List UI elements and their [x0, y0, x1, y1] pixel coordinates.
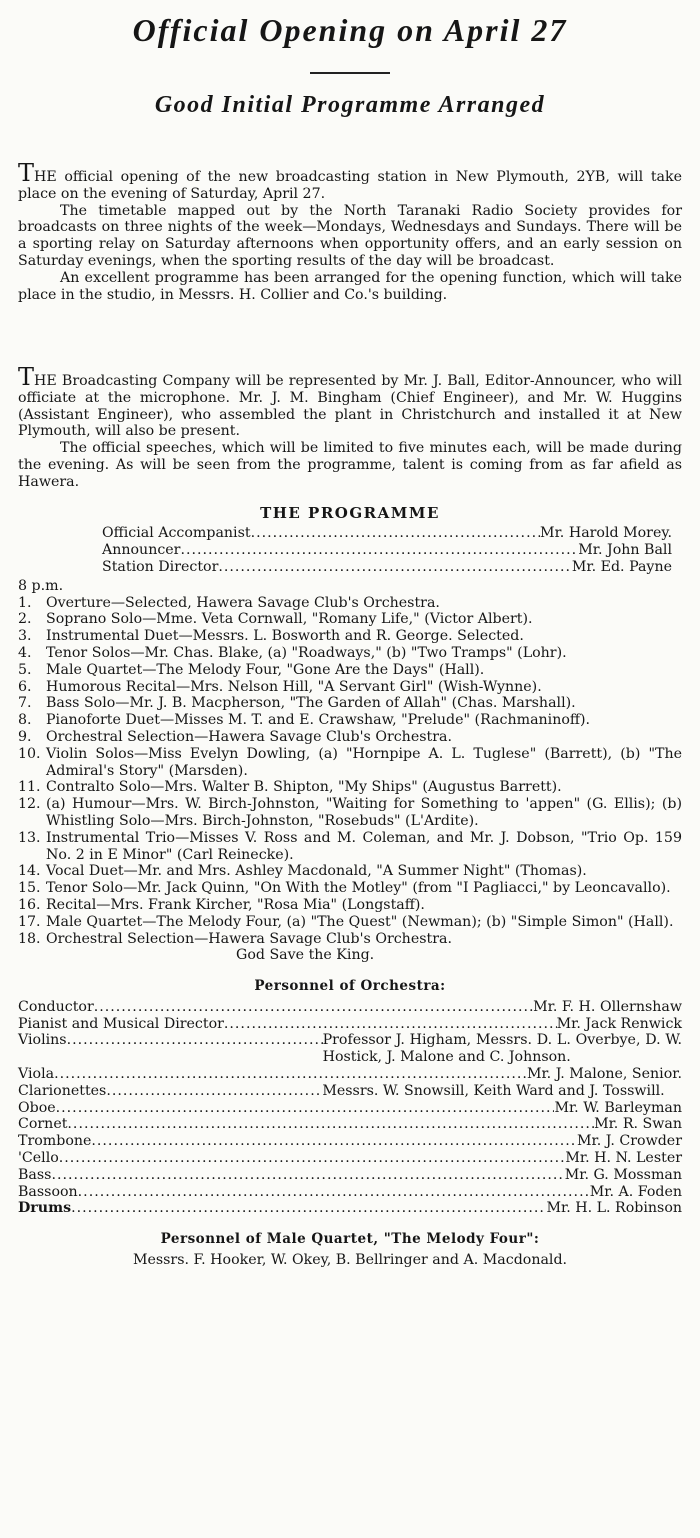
quartet-heading: Personnel of Male Quartet, "The Melody Four": [160, 1231, 540, 1248]
orchestra-row: Bassoon ..... Mr. A. Foden [18, 1184, 682, 1201]
programme-start-time: 8 p.m. [18, 577, 64, 594]
programme-item: 18. Orchestral Selection—Hawera Savage Club's Orchestra. [18, 930, 452, 947]
headline: Official Opening on April 27 [132, 12, 568, 48]
programme-item: 6. Humorous Recital—Mrs. Nelson Hill, "A Servant Girl" (Wish-Wynne). [18, 678, 542, 695]
orchestra-row: Drums ..... Mr. H. L. Robinson [18, 1200, 682, 1217]
anthem-line: God Save the King. [236, 947, 375, 964]
programme-item: 5. Male Quartet—The Melody Four, "Gone Are the Days" (Hall). [18, 661, 485, 678]
programme-item: 1. Overture—Selected, Hawera Savage Club's Orchestra. [18, 594, 440, 611]
programme-item: 8. Pianoforte Duet—Misses M. T. and E. Crawshaw, "Prelude" (Rachmaninoff). [18, 712, 591, 729]
programme-item: 3. Instrumental Duet—Messrs. L. Bosworth and R. George. Selected. [18, 628, 524, 645]
orchestra-row: Cornet ..... Mr. R. Swan [18, 1116, 682, 1133]
programme-item: 12. (a) Humour—Mrs. W. Birch-Johnston, "Waiting for Something to 'appen" (G. Ellis); (b) Whistling Solo—Mrs. Birch-Johnston, "Rosebuds" (L'Ardite). [18, 796, 682, 829]
subheadline: Good Initial Programme Arranged [154, 92, 546, 118]
staff-row: Station Director ..... Mr. Ed. Payne [102, 559, 672, 576]
intro-paragraph-2: The timetable mapped out by the North Taranaki Radio Society provides for broadcasts on three nights of the week—Mondays, Wednesdays and Sundays. There will be a sporting relay on Saturday afternoons when opportunity offers, and an early session on Saturday evenings, when the sporting results of the day will be broadcast. [18, 202, 682, 269]
orchestra-row: Pianist and Musical Director ..... Mr. Jack Renwick [18, 1016, 682, 1033]
intro-section [18, 159, 682, 303]
broadcasting-paragraph-2: The official speeches, which will be limited to five minutes each, will be made during the evening. As will be seen from the programme, talent is coming from as far afield as Hawera. [18, 440, 682, 490]
headline-divider [310, 72, 390, 74]
broadcasting-paragraph-1: THE Broadcasting Company will be represented by Mr. J. Ball, Editor-Announcer, who will officiate at the microphone. Mr. J. M. Bingham (Chief Engineer), and Mr. W. Huggins (Assistant Engineer), who assembled the plant in Christchurch and installed it at New Plymouth, will also be present. [18, 363, 682, 440]
programme-item: 11. Contralto Solo—Mrs. Walter B. Shipton, "My Ships" (Augustus Barrett). [18, 779, 562, 796]
staff-row: Official Accompanist ..... Mr. Harold Morey. [102, 525, 672, 542]
programme-item: 16. Recital—Mrs. Frank Kircher, "Rosa Mia" (Longstaff). [18, 896, 425, 913]
staff-row: Announcer ..... Mr. John Ball [102, 542, 672, 559]
orchestra-row: Oboe ..... Mr. W. Barleyman [18, 1100, 682, 1117]
quartet-members: Messrs. F. Hooker, W. Okey, B. Bellringer and A. Macdonald. [132, 1252, 568, 1269]
programme-item: 13. Instrumental Trio—Misses V. Ross and M. Coleman, and Mr. J. Dobson, "Trio Op. 159 No. 2 in E Minor" (Carl Reinecke). [18, 829, 682, 863]
intro-paragraph-1: THE official opening of the new broadcasting station in New Plymouth, 2YB, will take place on the evening of Saturday, April 27. [18, 159, 682, 202]
orchestra-row: Violins ..... Professor J. Higham, Messrs. D. L. Overbye, D. W. Hostick, J. Malone and C. Johnson. [18, 1032, 682, 1066]
programme-item: 14. Vocal Duet—Mr. and Mrs. Ashley Macdonald, "A Summer Night" (Thomas). [18, 863, 587, 880]
orchestra-row: Conductor ..... Mr. F. H. Ollernshaw [18, 999, 682, 1016]
programme-item: 7. Bass Solo—Mr. J. B. Macpherson, "The Garden of Allah" (Chas. Marshall). [18, 695, 576, 712]
orchestra-row: Bass ..... Mr. G. Mossman [18, 1167, 682, 1184]
programme-item: 15. Tenor Solo—Mr. Jack Quinn, "On With the Motley" (from "I Pagliacci," by Leoncavallo). [18, 880, 671, 897]
programme-item: 4. Tenor Solos—Mr. Chas. Blake, (a) "Roadways," (b) "Two Tramps" (Lohr). [18, 644, 567, 661]
intro-paragraph-3: An excellent programme has been arranged for the opening function, which will take place in the studio, in Messrs. H. Collier and Co.'s building. [18, 269, 682, 303]
programme-staff [102, 525, 672, 575]
orchestra-row: Viola ..... Mr. J. Malone, Senior. [18, 1066, 682, 1083]
programme-list [18, 595, 682, 948]
programme-heading: THE PROGRAMME [260, 503, 440, 522]
programme-item: 10. Violin Solos—Miss Evelyn Dowling, (a) "Hornpipe A. L. Tuglese" (Barrett), (b) "The Admiral's Story" (Marsden). [18, 745, 682, 779]
programme-item: 9. Orchestral Selection—Hawera Savage Club's Orchestra. [18, 728, 452, 745]
programme-item: 2. Soprano Solo—Mme. Veta Cornwall, "Romany Life," (Victor Albert). [18, 611, 533, 628]
orchestra-row: Trombone ..... Mr. J. Crowder [18, 1133, 682, 1150]
orchestra-list [18, 999, 682, 1217]
orchestra-heading: Personnel of Orchestra: [254, 978, 446, 995]
drop-cap: T [18, 363, 35, 391]
orchestra-row: 'Cello ..... Mr. H. N. Lester [18, 1150, 682, 1167]
broadcasting-section [18, 363, 682, 1269]
programme-item: 17. Male Quartet—The Melody Four, (a) "The Quest" (Newman); (b) "Simple Simon" (Hall). [18, 913, 674, 930]
orchestra-row: Clarionettes ..... Messrs. W. Snowsill, Keith Ward and J. Tosswill. [18, 1083, 682, 1100]
drop-cap: T [18, 159, 35, 187]
